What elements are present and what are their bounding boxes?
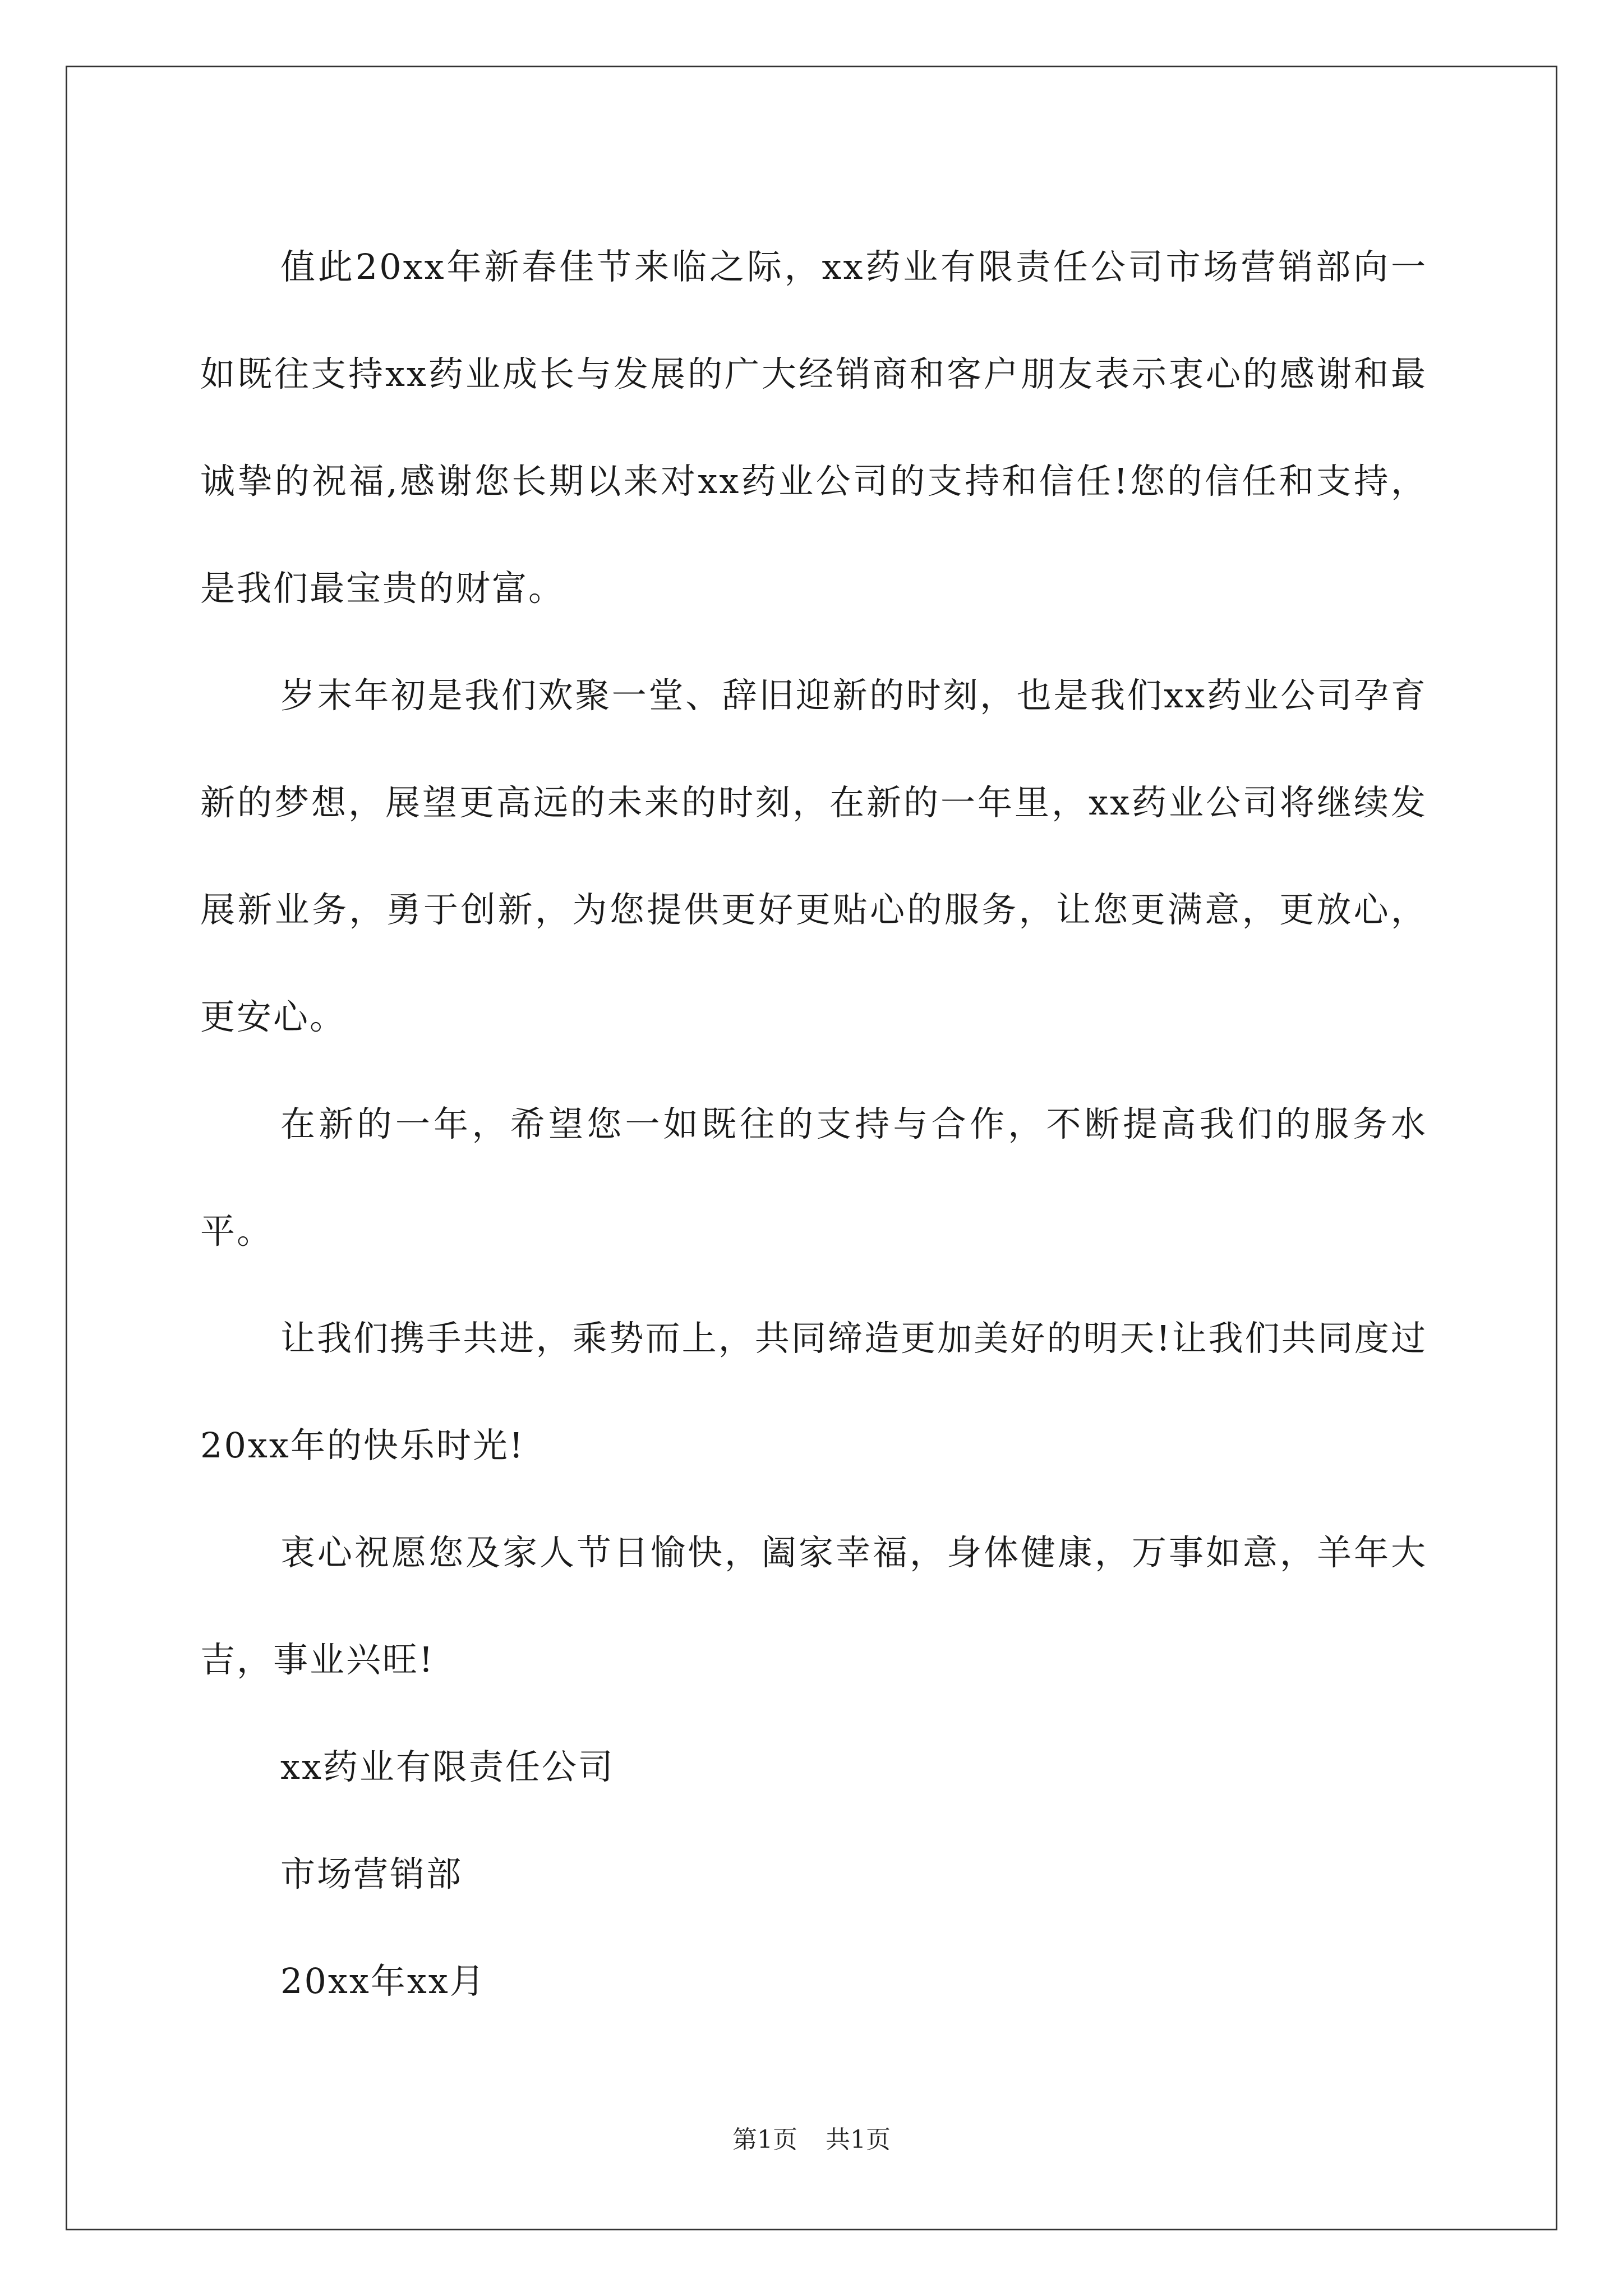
page-footer: [0, 2123, 1623, 2157]
page-number-current: 第1页: [732, 2125, 797, 2154]
letter-body: [200, 213, 1427, 2035]
paragraph-together: 让我们携手共进，乘势而上，共同缔造更加美好的明天!让我们共同度过20xx年的快乐时光!: [200, 1318, 1427, 1466]
paragraph-greeting: 值此20xx年新春佳节来临之际，xx药业有限责任公司市场营销部向一如既往支持xx药业成长与发展的广大经销商和客户朋友表示衷心的感谢和最诚挚的祝福,感谢您长期以来对xx药业公司的支持和信任!您的信任和支持，是我们最宝贵的财富。: [200, 246, 1427, 609]
signature-company: xx药业有限责任公司: [280, 1746, 615, 1787]
signature-date: 20xx年xx月: [280, 1961, 486, 2001]
paragraph-new-year: 岁末年初是我们欢聚一堂、辞旧迎新的时刻，也是我们xx药业公司孕育新的梦想，展望更高远的未来的时刻，在新的一年里，xx药业公司将继续发展新业务，勇于创新，为您提供更好更贴心的服务，让您更满意，更放心，更安心。: [200, 675, 1427, 1037]
paragraph-cooperation: 在新的一年，希望您一如既往的支持与合作，不断提高我们的服务水平。: [200, 1103, 1427, 1251]
signature-department: 市场营销部: [280, 1853, 463, 1894]
page-number-total: 共1页: [826, 2125, 891, 2154]
paragraph-wishes: 衷心祝愿您及家人节日愉快，阖家幸福，身体健康，万事如意，羊年大吉，事业兴旺!: [200, 1532, 1427, 1680]
